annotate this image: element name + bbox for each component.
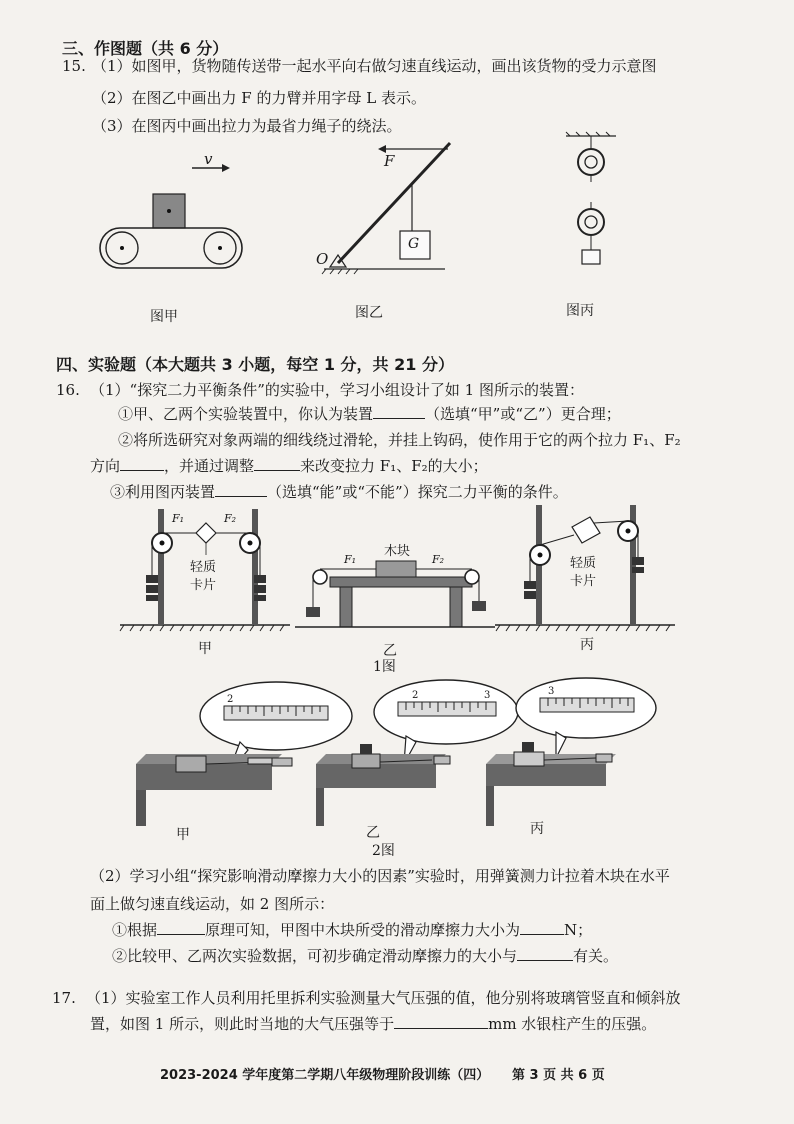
answer-blank-3[interactable] (254, 456, 300, 471)
gauge-jia-num-left: 2 (227, 694, 234, 705)
answer-blank-1[interactable] (373, 404, 425, 419)
weight-label: G (408, 236, 420, 252)
fig1-jia-F2: F₂ (224, 512, 237, 525)
footer-title: 2023-2024 学年度第二学期八年级物理阶段训练（四） (160, 1068, 490, 1083)
fig1-label-jia: 甲 (198, 641, 212, 657)
q16-part2d: ②比较甲、乙两次实验数据，可初步确定滑动摩擦力的大小与 有关。 (112, 947, 619, 965)
q16-part1a: ①甲、乙两个实验装置中，你认为装置 （选填“甲”或“乙”）更合理； (118, 405, 621, 423)
q15-part1: （1）如图甲，货物随传送带一起水平向右做匀速直线运动，画出该货物的受力示意图 (92, 57, 657, 75)
force-label: F (384, 152, 395, 170)
section-3-title: 三、作图题（共 6 分） (62, 39, 229, 58)
conveyor-figure (100, 150, 250, 270)
answer-blank-2[interactable] (120, 456, 164, 471)
q16-part2b: 面上做匀速直线运动，如 2 图所示： (90, 895, 335, 913)
answer-blank-4[interactable] (215, 482, 267, 497)
fig1-bing-card-2: 卡片 (570, 574, 597, 589)
q16-part1: （1）“探究二力平衡条件”的实验中，学习小组设计了如 1 图所示的装置： (90, 381, 584, 399)
fig2-caption: 2图 (372, 843, 395, 859)
fig1-jia-card-1: 轻质 (190, 560, 217, 575)
fig1-label-yi: 乙 (383, 643, 397, 659)
q16-part1c: 方向 ，并通过调整 来改变拉力 F₁、F₂的大小； (90, 457, 488, 475)
caption-fig-yi: 图乙 (355, 305, 383, 321)
section-4-title: 四、实验题（本大题共 3 小题，每空 1 分，共 21 分） (56, 355, 454, 374)
gauge-yi-num-left: 2 (412, 690, 419, 701)
q17-part1b: 置，如图 1 所示，则此时当地的大气压强等于 mm 水银柱产生的压强。 (90, 1015, 657, 1033)
q17-number: 17. (52, 989, 76, 1007)
answer-blank-7[interactable] (517, 946, 573, 961)
fig1-jia-F1: F₁ (172, 512, 185, 525)
fig1-label-bing: 丙 (580, 637, 594, 653)
gauge-bing-num-left: 3 (548, 686, 555, 697)
caption-fig-bing: 图丙 (566, 303, 594, 319)
footer-page-number: 第 3 页 共 6 页 (512, 1068, 605, 1083)
q16-part2c: ①根据 原理可知，甲图中木块所受的滑动摩擦力大小为 N； (112, 921, 593, 939)
q16-part2a: （2）学习小组“探究影响滑动摩擦力大小的因素”实验时，用弹簧测力计拉着木块在水平 (90, 867, 670, 885)
q15-part2: （2）在图乙中画出力 F 的力臂并用字母 L 表示。 (92, 89, 426, 107)
q17-part1a: （1）实验室工作人员利用托里拆利实验测量大气压强的值，他分别将玻璃管竖直和倾斜放 (86, 989, 681, 1007)
q15-number: 15. (62, 57, 86, 75)
gauge-yi-num-right: 3 (484, 690, 491, 701)
pivot-label: O (316, 250, 329, 268)
q16-part1b: ②将所选研究对象两端的细线绕过滑轮，并挂上钩码，使作用于它的两个拉力 F₁、F₂ (118, 431, 681, 449)
q15-part3: （3）在图丙中画出拉力为最省力绳子的绕法。 (92, 117, 402, 135)
fig1-caption: 1图 (373, 659, 396, 675)
fig1-yi-block: 木块 (384, 544, 411, 559)
q16-number: 16. (56, 381, 80, 399)
fig2-label-yi: 乙 (366, 825, 380, 841)
fig1-yi-F1: F₁ (344, 553, 357, 566)
fig1-bing-card-1: 轻质 (570, 556, 597, 571)
figure-2-friction (136, 678, 656, 826)
fig1-jia-card-2: 卡片 (190, 578, 217, 593)
answer-blank-8[interactable] (394, 1014, 488, 1029)
q16-part1d: ③利用图丙装置 （选填“能”或“不能”）探究二力平衡的条件。 (110, 483, 568, 501)
velocity-label: v (204, 150, 213, 168)
pulley-figure (556, 132, 626, 272)
fig1-yi-F2: F₂ (432, 553, 445, 566)
fig2-label-jia: 甲 (176, 827, 190, 843)
answer-blank-5[interactable] (157, 920, 205, 935)
caption-fig-jia: 图甲 (150, 309, 178, 325)
fig2-label-bing: 丙 (530, 821, 544, 837)
answer-blank-6[interactable] (520, 920, 564, 935)
